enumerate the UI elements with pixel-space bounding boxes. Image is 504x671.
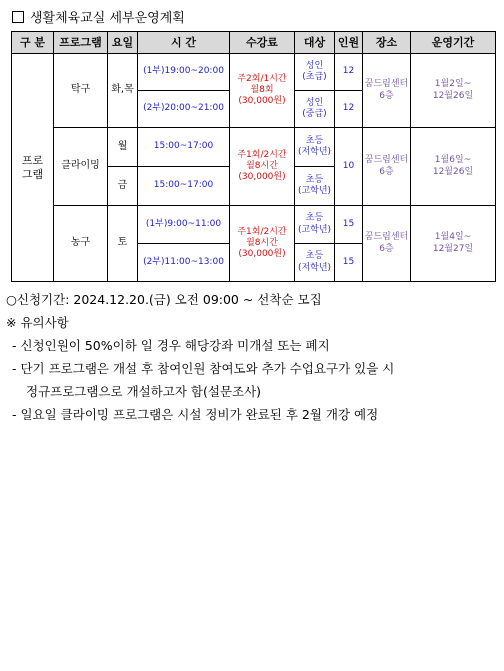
application-period: ○신청기간: 2024.12.20.(금) 오전 09:00 ~ 선착순 모집: [6, 292, 322, 307]
period-cell: 1월4일~ 12월27일: [411, 206, 496, 282]
table-row: [12, 128, 496, 167]
time-cell: 15:00~17:00: [138, 128, 230, 167]
place-cell: 꿈드림센터 6층: [363, 128, 411, 206]
header-target: 대상: [295, 32, 335, 54]
header-category: 구 분: [12, 32, 54, 54]
note-item: - 단기 프로그램은 개설 후 참여인원 참여도와 추가 수업요구가 있을 시: [12, 361, 395, 376]
program-name: 농구: [54, 206, 108, 282]
day-cell: 금: [108, 167, 138, 206]
table-row: [12, 54, 496, 91]
table-row: [12, 206, 496, 244]
category-cell: 프로 그램: [12, 54, 54, 282]
note-item-continued: 정규프로그램으로 개설하고자 함(설문조사): [26, 384, 262, 399]
time-cell: (1부)9:00~11:00: [138, 206, 230, 244]
time-cell: (2부)20:00~21:00: [138, 91, 230, 128]
time-cell: 15:00~17:00: [138, 167, 230, 206]
time-cell: (2부)11:00~13:00: [138, 244, 230, 282]
fee-cell: 주2회/1시간 월8회 (30,000원): [230, 54, 295, 128]
header-fee: 수강료: [230, 32, 295, 54]
header-place: 장소: [363, 32, 411, 54]
count-cell: 12: [335, 54, 363, 91]
count-cell: 10: [335, 128, 363, 206]
place-cell: 꿈드림센터 6층: [363, 54, 411, 128]
target-cell: 성인 (중급): [295, 91, 335, 128]
section-title: [12, 7, 185, 26]
target-cell: 초등 (저학년): [295, 244, 335, 282]
checkbox-square-icon: [12, 11, 24, 23]
target-cell: 초등 (저학년): [295, 128, 335, 167]
target-cell: 성인 (초급): [295, 54, 335, 91]
schedule-table: [11, 31, 496, 282]
count-cell: 12: [335, 91, 363, 128]
day-cell: 월: [108, 128, 138, 167]
target-cell: 초등 (고학년): [295, 206, 335, 244]
note-item: - 일요일 클라이밍 프로그램은 시설 정비가 완료된 후 2월 개강 예정: [12, 407, 379, 422]
fee-cell: 주1회/2시간 월8시간 (30,000원): [230, 128, 295, 206]
count-cell: 15: [335, 206, 363, 244]
header-period: 운영기간: [411, 32, 496, 54]
program-name: 클라이밍: [54, 128, 108, 206]
program-name: 탁구: [54, 54, 108, 128]
header-day: 요일: [108, 32, 138, 54]
time-cell: (1부)19:00~20:00: [138, 54, 230, 91]
header-count: 인원: [335, 32, 363, 54]
header-time: 시 간: [138, 32, 230, 54]
note-item: - 신청인원이 50%이하 일 경우 해당강좌 미개설 또는 폐지: [12, 338, 330, 353]
section-title-text: 생활체육교실 세부운영계획: [30, 11, 185, 26]
day-cell: 토: [108, 206, 138, 282]
day-cell: 화,목: [108, 54, 138, 128]
fee-cell: 주1회/2시간 월8시간 (30,000원): [230, 206, 295, 282]
period-cell: 1월2일~ 12월26일: [411, 54, 496, 128]
header-program: 프로그램: [54, 32, 108, 54]
header-row: [12, 32, 496, 54]
count-cell: 15: [335, 244, 363, 282]
target-cell: 초등 (고학년): [295, 167, 335, 206]
caution-title: ※ 유의사항: [6, 315, 69, 330]
notes-section: [6, 288, 394, 426]
period-cell: 1월6일~ 12월26일: [411, 128, 496, 206]
place-cell: 꿈드림센터 6층: [363, 206, 411, 282]
